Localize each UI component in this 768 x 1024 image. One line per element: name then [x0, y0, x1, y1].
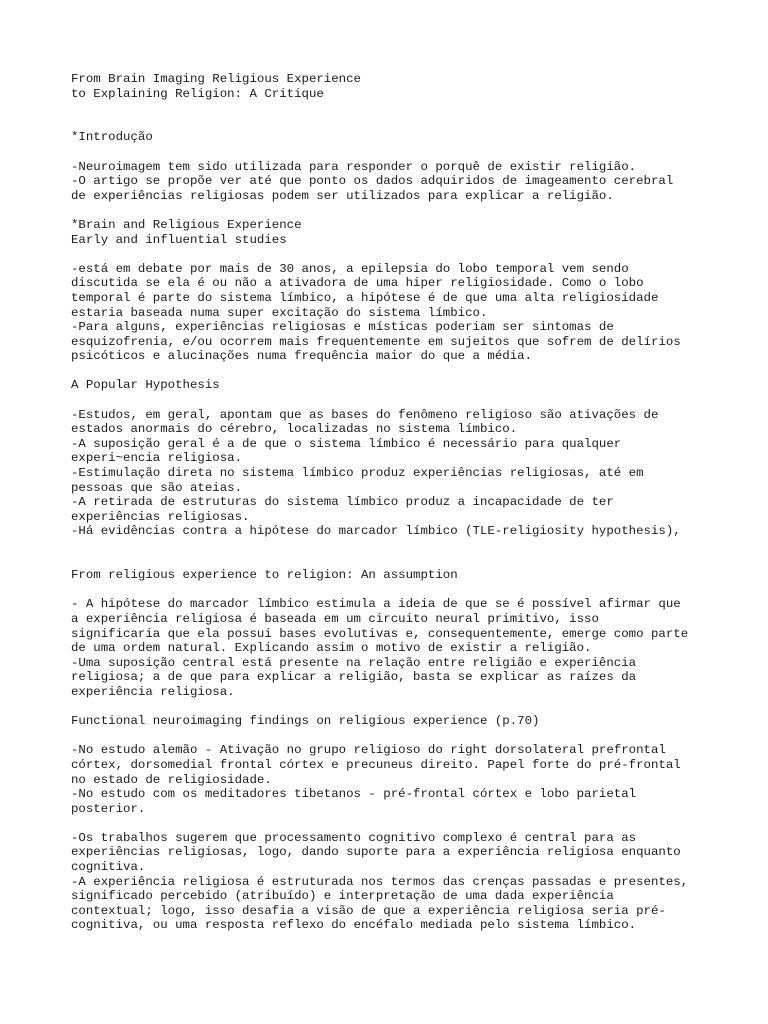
text-line: -No estudo com os meditadores tibetanos - pré-frontal córtex e lobo parietal	[71, 787, 637, 802]
text-line: estados anormais do cérebro, localizadas no sistema límbico.	[71, 422, 518, 437]
text-line: -No estudo alemão - Ativação no grupo religioso do right dorsolateral prefrontal	[71, 743, 666, 758]
text-line: experiências religiosas.	[71, 509, 250, 524]
text-line: -Os trabalhos sugerem que processamento cognitivo complexo é central para as	[71, 830, 637, 845]
blank-line	[71, 116, 728, 131]
text-line: -Estimulação direta no sistema límbico produz experiências religiosas, até em	[71, 466, 644, 481]
text-line: esquizofrenia, e/ou ocorrem mais frequentemente em sujeitos que sofrem de delírios	[71, 334, 681, 349]
blank-line	[71, 729, 728, 744]
text-line: From religious experience to religion: An assumption	[71, 568, 458, 583]
text-line: discutida se ela é ou não a ativadora de uma hiper religiosidade. Como o lobo	[71, 276, 644, 291]
text-line: experi~encia religiosa.	[71, 451, 243, 466]
text-line: *Brain and Religious Experience	[71, 217, 302, 232]
text-line: posterior.	[71, 801, 146, 816]
blank-line	[71, 203, 728, 218]
text-line: - A hipótese do marcador límbico estimula a ideia de que se é possível afirmar que	[71, 597, 681, 612]
blank-line	[71, 101, 728, 116]
text-line: cognitiva.	[71, 860, 146, 875]
text-line: significado percebido (atribuído) e interpretação de uma dada experiência	[71, 889, 614, 904]
text-line: -Estudos, em geral, apontam que as bases do fenômeno religioso são ativações de	[71, 407, 659, 422]
text-line: -Uma suposição central está presente na relação entre religião e experiência	[71, 655, 637, 670]
blank-line	[71, 816, 728, 831]
text-line: -A retirada de estruturas do sistema límbico produz a incapacidade de ter	[71, 495, 614, 510]
text-line: -está em debate por mais de 30 anos, a epilepsia do lobo temporal vem sendo	[71, 261, 629, 276]
text-line: de experiências religiosas podem ser utilizados para explicar a religião.	[71, 188, 614, 203]
text-line: de uma ordem natural. Explicando assim o motivo de existir a religião.	[71, 641, 592, 656]
blank-line	[71, 145, 728, 160]
text-line: psicóticos e alucinações numa frequência maior do que a média.	[71, 349, 533, 364]
text-line: pessoas que são ateias.	[71, 480, 243, 495]
text-line: *Introdução	[71, 130, 153, 145]
text-line: cognitiva, ou uma resposta reflexo do encéfalo mediada pelo sistema límbico.	[71, 918, 637, 933]
blank-line	[71, 554, 728, 569]
text-line: no estado de religiosidade.	[71, 772, 272, 787]
text-line: contextual; logo, isso desafia a visão de que a experiência religiosa seria pré-	[71, 903, 666, 918]
text-line: experiência religiosa.	[71, 684, 235, 699]
blank-line	[71, 364, 728, 379]
blank-line	[71, 393, 728, 408]
blank-line	[71, 539, 728, 554]
text-line: experiências religiosas, logo, dando suporte para a experiência religiosa enquanto	[71, 845, 681, 860]
text-line: religiosa; a de que para explicar a religião, basta se explicar as raízes da	[71, 670, 637, 685]
text-line: córtex, dorsomedial frontal córtex e precuneus direito. Papel forte do pré-frontal	[71, 757, 681, 772]
blank-line	[71, 247, 728, 262]
text-line: -A experiência religiosa é estruturada nos termos das crenças passadas e presentes,	[71, 874, 689, 889]
blank-line	[71, 700, 728, 715]
text-line: temporal é parte do sistema límbico, a hipótese é de que uma alta religiosidade	[71, 290, 659, 305]
text-line: -Neuroimagem tem sido utilizada para responder o porquê de existir religião.	[71, 159, 637, 174]
text-line: to Explaining Religion: A Critique	[71, 86, 324, 101]
text-line: From Brain Imaging Religious Experience	[71, 72, 361, 86]
text-line: significaria que ela possui bases evolutivas e, consequentemente, emerge como parte	[71, 626, 689, 641]
text-line: -Há evidências contra a hipótese do marcador límbico (TLE-religiosity hypothesis),	[71, 524, 681, 539]
text-line: -Para alguns, experiências religiosas e místicas poderiam ser sintomas de	[71, 320, 614, 335]
text-line: Early and influential studies	[71, 232, 287, 247]
text-line: Functional neuroimaging findings on religious experience (p.70)	[71, 714, 540, 729]
text-line: a experiência religiosa é baseada em um circuito neural primitivo, isso	[71, 611, 599, 626]
text-line: A Popular Hypothesis	[71, 378, 220, 393]
text-line: -O artigo se propõe ver até que ponto os dados adquiridos de imageamento cerebral	[71, 174, 674, 189]
text-line: -A suposição geral é a de que o sistema límbico é necessário para qualquer	[71, 436, 622, 451]
text-line: estaria baseada numa super excitação do sistema límbico.	[71, 305, 488, 320]
blank-line	[71, 583, 728, 598]
